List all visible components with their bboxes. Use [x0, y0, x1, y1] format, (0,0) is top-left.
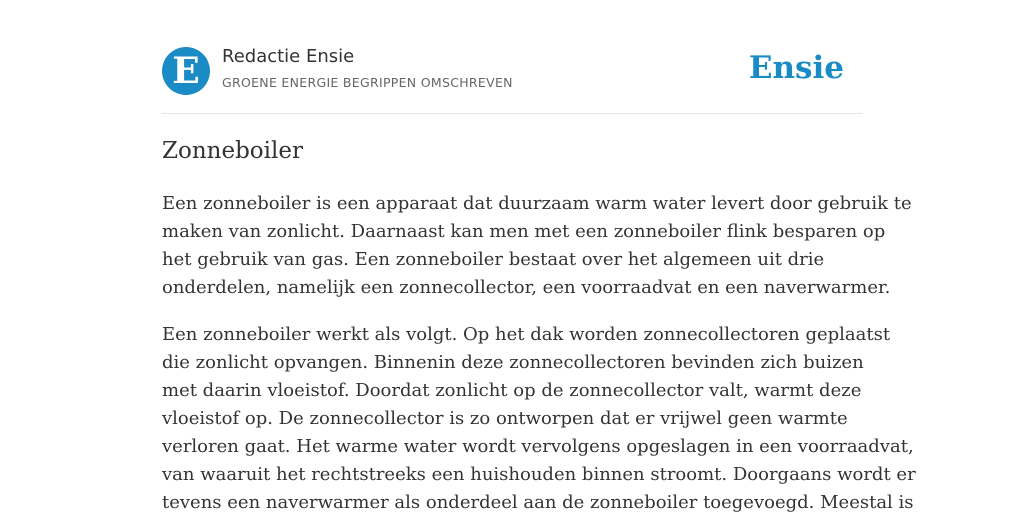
text-line: verloren gaat. Het warme water wordt vervolgens opgeslagen in een voorraadvat,: [162, 436, 914, 457]
header: [162, 46, 862, 96]
text-line: onderdelen, namelijk een zonnecollector, een voorraadvat en een naverwarmer.: [162, 277, 891, 298]
author-subtitle: GROENE ENERGIE BEGRIPPEN OMSCHREVEN: [222, 75, 513, 90]
article-body: [162, 190, 916, 512]
text-line: met daarin vloeistof. Doordat zonlicht op de zonnecollector valt, warmt deze: [162, 380, 862, 401]
text-line: van waaruit het rechtstreeks een huishouden binnen stroomt. Doorgaans wordt er: [162, 464, 916, 485]
text-line: vloeistof op. De zonnecollector is zo ontworpen dat er vrijwel geen warmte: [162, 408, 848, 429]
text-line: tevens een naverwarmer als onderdeel aan de zonneboiler toegevoegd. Meestal is: [162, 492, 914, 512]
header-divider: [162, 113, 862, 114]
text-line: maken van zonlicht. Daarnaast kan men met een zonneboiler flink besparen op: [162, 221, 886, 242]
text-line: Een zonneboiler is een apparaat dat duurzaam warm water levert door gebruik te: [162, 193, 912, 214]
ensie-logo-icon[interactable]: E: [162, 47, 210, 95]
text-line: Een zonneboiler werkt als volgt. Op het dak worden zonnecollectoren geplaatst: [162, 324, 891, 345]
paragraph-2: [162, 321, 916, 512]
text-line: het gebruik van gas. Een zonneboiler bestaat over het algemeen uit drie: [162, 249, 825, 270]
author-name[interactable]: Redactie Ensie: [222, 46, 355, 67]
article-title: Zonneboiler: [162, 138, 303, 164]
paragraph-1: [162, 190, 912, 302]
text-line: die zonlicht opvangen. Binnenin deze zonnecollectoren bevinden zich buizen: [162, 352, 864, 373]
brand-logo[interactable]: Ensie: [748, 50, 844, 86]
